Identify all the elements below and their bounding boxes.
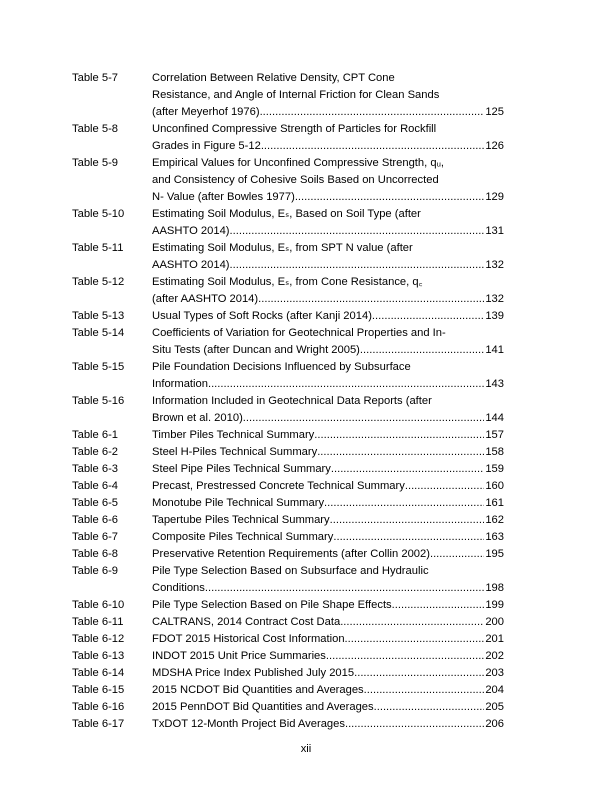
- toc-entry-label: Table 6-2: [72, 446, 119, 458]
- toc-entry-page[interactable]: 159: [485, 463, 504, 475]
- toc-entry-title-line: Coefficients of Variation for Geotechnical Properties and In-: [152, 327, 446, 339]
- toc-entry-title-line: Situ Tests (after Duncan and Wright 2005): [152, 344, 360, 356]
- toc-entry-title-line: Pile Type Selection Based on Pile Shape Effects.: [152, 599, 395, 611]
- toc-entry-title-line: Composite Piles Technical Summary: [152, 531, 334, 543]
- dot-leader: [375, 308, 484, 325]
- toc-entry-label: Table 5-12: [72, 276, 125, 288]
- toc-entry-title-line: AASHTO 2014): [152, 225, 230, 237]
- toc-entry-title: [152, 461, 504, 478]
- dot-leader: [261, 138, 485, 155]
- toc-entry-title-line: Estimating Soil Modulus, Eₛ, Based on Soil Type (after: [152, 208, 421, 220]
- dot-leader: [405, 478, 484, 495]
- toc-entry-title: [152, 478, 504, 495]
- toc-entry-label: Table 6-8: [72, 548, 119, 560]
- toc-entry-label: Table 6-15: [72, 684, 125, 696]
- dot-leader: [208, 376, 484, 393]
- toc-entry-label: Table 5-11: [72, 242, 124, 254]
- toc-entry-title-line: Estimating Soil Modulus, Eₛ, from Cone Resistance, q꜀: [152, 276, 423, 288]
- toc-entry-title-line: (after AASHTO 2014): [152, 293, 259, 305]
- toc-entry[interactable]: [72, 478, 504, 495]
- toc-entry-title-line: Information: [152, 378, 208, 390]
- toc-entry[interactable]: [72, 529, 504, 546]
- toc-entry-title-line: AASHTO 2014): [152, 259, 230, 271]
- toc-entry[interactable]: [72, 393, 504, 427]
- dot-leader: [430, 546, 484, 563]
- toc-entry[interactable]: [72, 648, 504, 665]
- toc-entry[interactable]: [72, 614, 504, 631]
- dot-leader: [243, 410, 485, 427]
- dot-leader: [345, 716, 484, 733]
- toc-entry[interactable]: [72, 665, 504, 682]
- toc-entry-title: [152, 274, 504, 308]
- toc-entry-title: [152, 495, 504, 512]
- toc-entry[interactable]: [72, 325, 504, 359]
- toc-entry-page[interactable]: 195: [485, 548, 504, 560]
- toc-entry-label: Table 6-16: [72, 701, 125, 713]
- dot-leader: [324, 495, 484, 512]
- list-of-tables: [72, 70, 504, 733]
- toc-entry-title-line: Steel H-Piles Technical Summary: [152, 446, 318, 458]
- toc-entry-label: Table 6-17: [72, 718, 125, 730]
- toc-entry-title-line: MDSHA Price Index Published July 2015: [152, 667, 355, 679]
- toc-entry[interactable]: [72, 495, 504, 512]
- toc-entry-page[interactable]: 126: [485, 140, 504, 152]
- toc-entry-page[interactable]: 203: [485, 667, 504, 679]
- toc-entry-title-line: Brown et al. 2010): [152, 412, 243, 424]
- dot-leader: [330, 512, 485, 529]
- toc-entry-page[interactable]: 139: [485, 310, 504, 322]
- dot-leader: [354, 665, 484, 682]
- toc-entry[interactable]: [72, 240, 504, 274]
- toc-entry-title: [152, 631, 504, 648]
- dot-leader: [230, 223, 485, 240]
- toc-entry-title-line: Empirical Values for Unconfined Compressive Strength, qᵤ,: [152, 157, 444, 169]
- toc-entry-title: [152, 665, 504, 682]
- dot-leader: [395, 597, 485, 614]
- toc-entry-title: [152, 682, 504, 699]
- toc-entry[interactable]: [72, 206, 504, 240]
- dot-leader: [314, 427, 484, 444]
- toc-entry-title: [152, 70, 504, 121]
- toc-entry-title-line: (after Meyerhof 1976): [152, 106, 260, 118]
- toc-entry-title: [152, 512, 504, 529]
- toc-entry-title: [152, 614, 504, 631]
- dot-leader: [317, 444, 484, 461]
- toc-entry-title-line: FDOT 2015 Historical Cost Information: [152, 633, 345, 645]
- toc-entry-label: Table 6-10: [72, 599, 125, 611]
- toc-entry-title: [152, 155, 504, 206]
- toc-entry-page[interactable]: 199: [485, 599, 504, 611]
- toc-entry-page[interactable]: 132: [485, 259, 504, 271]
- dot-leader: [208, 580, 484, 597]
- toc-entry-title-line: Tapertube Piles Technical Summary: [152, 514, 330, 526]
- dot-leader: [364, 682, 485, 699]
- toc-entry-title-line: CALTRANS, 2014 Contract Cost Data: [152, 616, 341, 628]
- toc-entry-label: Table 5-7: [72, 72, 119, 84]
- toc-entry-page[interactable]: 206: [485, 718, 504, 730]
- toc-entry-title-line: Pile Type Selection Based on Subsurface and Hydraulic: [152, 565, 429, 577]
- toc-entry-title-line: Resistance, and Angle of Internal Friction for Clean Sands: [152, 89, 440, 101]
- toc-entry-title-line: Usual Types of Soft Rocks (after Kanji 2014).: [152, 310, 376, 322]
- toc-entry-page[interactable]: 205: [485, 701, 504, 713]
- toc-entry-label: Table 6-13: [72, 650, 125, 662]
- dot-leader: [374, 699, 485, 716]
- toc-entry-label: Table 5-15: [72, 361, 125, 373]
- toc-entry-label: Table 5-16: [72, 395, 125, 407]
- dot-leader: [331, 461, 484, 478]
- toc-entry-title-line: 2015 NCDOT Bid Quantities and Averages: [152, 684, 364, 696]
- toc-entry[interactable]: [72, 716, 504, 733]
- toc-entry[interactable]: [72, 682, 504, 699]
- toc-entry-title-line: Preservative Retention Requirements (after Collin 2002): [152, 548, 430, 560]
- toc-entry[interactable]: [72, 699, 504, 716]
- toc-entry-title: [152, 699, 504, 716]
- toc-entry-title-line: 2015 PennDOT Bid Quantities and Averages: [152, 701, 374, 713]
- toc-entry-title: [152, 716, 504, 733]
- toc-entry-title: [152, 597, 504, 614]
- dot-leader: [230, 257, 485, 274]
- toc-entry-label: Table 5-10: [72, 208, 125, 220]
- toc-entry[interactable]: [72, 155, 504, 206]
- toc-entry[interactable]: [72, 308, 504, 325]
- toc-entry-page[interactable]: 162: [485, 514, 504, 526]
- dot-leader: [360, 342, 484, 359]
- toc-entry-page[interactable]: 157: [485, 429, 504, 441]
- toc-entry-title: [152, 529, 504, 546]
- dot-leader: [258, 291, 484, 308]
- toc-entry-title-line: Conditions.: [152, 582, 208, 594]
- toc-entry-page[interactable]: 131: [485, 225, 504, 237]
- toc-entry-page[interactable]: 163: [485, 531, 504, 543]
- toc-entry[interactable]: [72, 512, 504, 529]
- toc-entry-title-line: Correlation Between Relative Density, CPT Cone: [152, 72, 395, 84]
- toc-entry-title: [152, 563, 504, 597]
- toc-entry[interactable]: [72, 597, 504, 614]
- toc-entry-page[interactable]: 198: [485, 582, 504, 594]
- toc-entry-label: Table 5-14: [72, 327, 125, 339]
- toc-entry-label: Table 6-6: [72, 514, 119, 526]
- toc-entry-title-line: Steel Pipe Piles Technical Summary: [152, 463, 331, 475]
- toc-entry-label: Table 6-12: [72, 633, 125, 645]
- toc-entry-title: [152, 206, 504, 240]
- toc-entry-title-line: Estimating Soil Modulus, Eₛ, from SPT N value (after: [152, 242, 413, 254]
- toc-entry-label: Table 6-1: [72, 429, 119, 441]
- toc-entry-page[interactable]: 132: [485, 293, 504, 305]
- toc-entry-label: Table 5-8: [72, 123, 119, 135]
- toc-entry-label: Table 5-13: [72, 310, 125, 322]
- toc-entry-page[interactable]: 125: [485, 106, 504, 118]
- toc-entry-title: [152, 648, 504, 665]
- dot-leader: [295, 189, 485, 206]
- toc-entry-label: Table 6-5: [72, 497, 119, 509]
- toc-entry-label: Table 6-14: [72, 667, 125, 679]
- toc-entry-page[interactable]: 201: [485, 633, 504, 645]
- toc-entry-title-line: Grades in Figure 5-12: [152, 140, 261, 152]
- dot-leader: [345, 631, 485, 648]
- toc-entry-label: Table 6-4: [72, 480, 119, 492]
- toc-entry-title: [152, 444, 504, 461]
- dot-leader: [333, 529, 484, 546]
- dot-leader: [340, 614, 484, 631]
- toc-entry-title: [152, 121, 504, 155]
- page-number: xii: [300, 743, 312, 755]
- toc-entry-title-line: N- Value (after Bowles 1977): [152, 191, 295, 203]
- toc-entry-title: [152, 393, 504, 427]
- toc-entry[interactable]: [72, 70, 504, 121]
- dot-leader: [260, 104, 485, 121]
- toc-entry-page[interactable]: 158: [485, 446, 504, 458]
- toc-entry-page[interactable]: 143: [485, 378, 504, 390]
- toc-entry-label: Table 6-3: [72, 463, 119, 475]
- toc-entry-title-line: TxDOT 12-Month Project Bid Averages: [152, 718, 345, 730]
- toc-entry-title: [152, 325, 504, 359]
- toc-entry-title-line: Information Included in Geotechnical Data Reports (after: [152, 395, 432, 407]
- toc-entry[interactable]: [72, 546, 504, 563]
- toc-entry-page[interactable]: 200: [485, 616, 504, 628]
- toc-entry-page[interactable]: 129: [485, 191, 504, 203]
- toc-entry[interactable]: [72, 461, 504, 478]
- toc-entry-page[interactable]: 202: [485, 650, 504, 662]
- toc-entry-label: Table 5-9: [72, 157, 119, 169]
- toc-entry-title: [152, 359, 504, 393]
- toc-entry-title: [152, 308, 504, 325]
- toc-entry-title-line: and Consistency of Cohesive Soils Based on Uncorrected: [152, 174, 439, 186]
- toc-entry-page[interactable]: 161: [485, 497, 504, 509]
- toc-entry-page[interactable]: 141: [485, 344, 504, 356]
- dot-leader: [326, 648, 484, 665]
- toc-entry[interactable]: [72, 274, 504, 308]
- toc-entry-label: Table 6-11: [72, 616, 124, 628]
- toc-entry[interactable]: [72, 563, 504, 597]
- toc-entry[interactable]: [72, 631, 504, 648]
- toc-entry-label: Table 6-9: [72, 565, 119, 577]
- toc-entry-title-line: Unconfined Compressive Strength of Particles for Rockfill: [152, 123, 437, 135]
- toc-entry-title-line: INDOT 2015 Unit Price Summaries: [152, 650, 326, 662]
- toc-entry-title: [152, 240, 504, 274]
- toc-entry-title-line: Timber Piles Technical Summary: [152, 429, 315, 441]
- toc-entry-title: [152, 546, 504, 563]
- toc-entry[interactable]: [72, 444, 504, 461]
- toc-entry[interactable]: [72, 121, 504, 155]
- toc-entry-page[interactable]: 160: [485, 480, 504, 492]
- toc-entry-title-line: Monotube Pile Technical Summary: [152, 497, 325, 509]
- toc-entry[interactable]: [72, 359, 504, 393]
- toc-entry[interactable]: [72, 427, 504, 444]
- toc-entry-title-line: Pile Foundation Decisions Influenced by Subsurface: [152, 361, 411, 373]
- toc-entry-title: [152, 427, 504, 444]
- toc-entry-title-line: Precast, Prestressed Concrete Technical Summary: [152, 480, 405, 492]
- toc-entry-page[interactable]: 144: [485, 412, 504, 424]
- toc-entry-page[interactable]: 204: [485, 684, 504, 696]
- toc-entry-label: Table 6-7: [72, 531, 119, 543]
